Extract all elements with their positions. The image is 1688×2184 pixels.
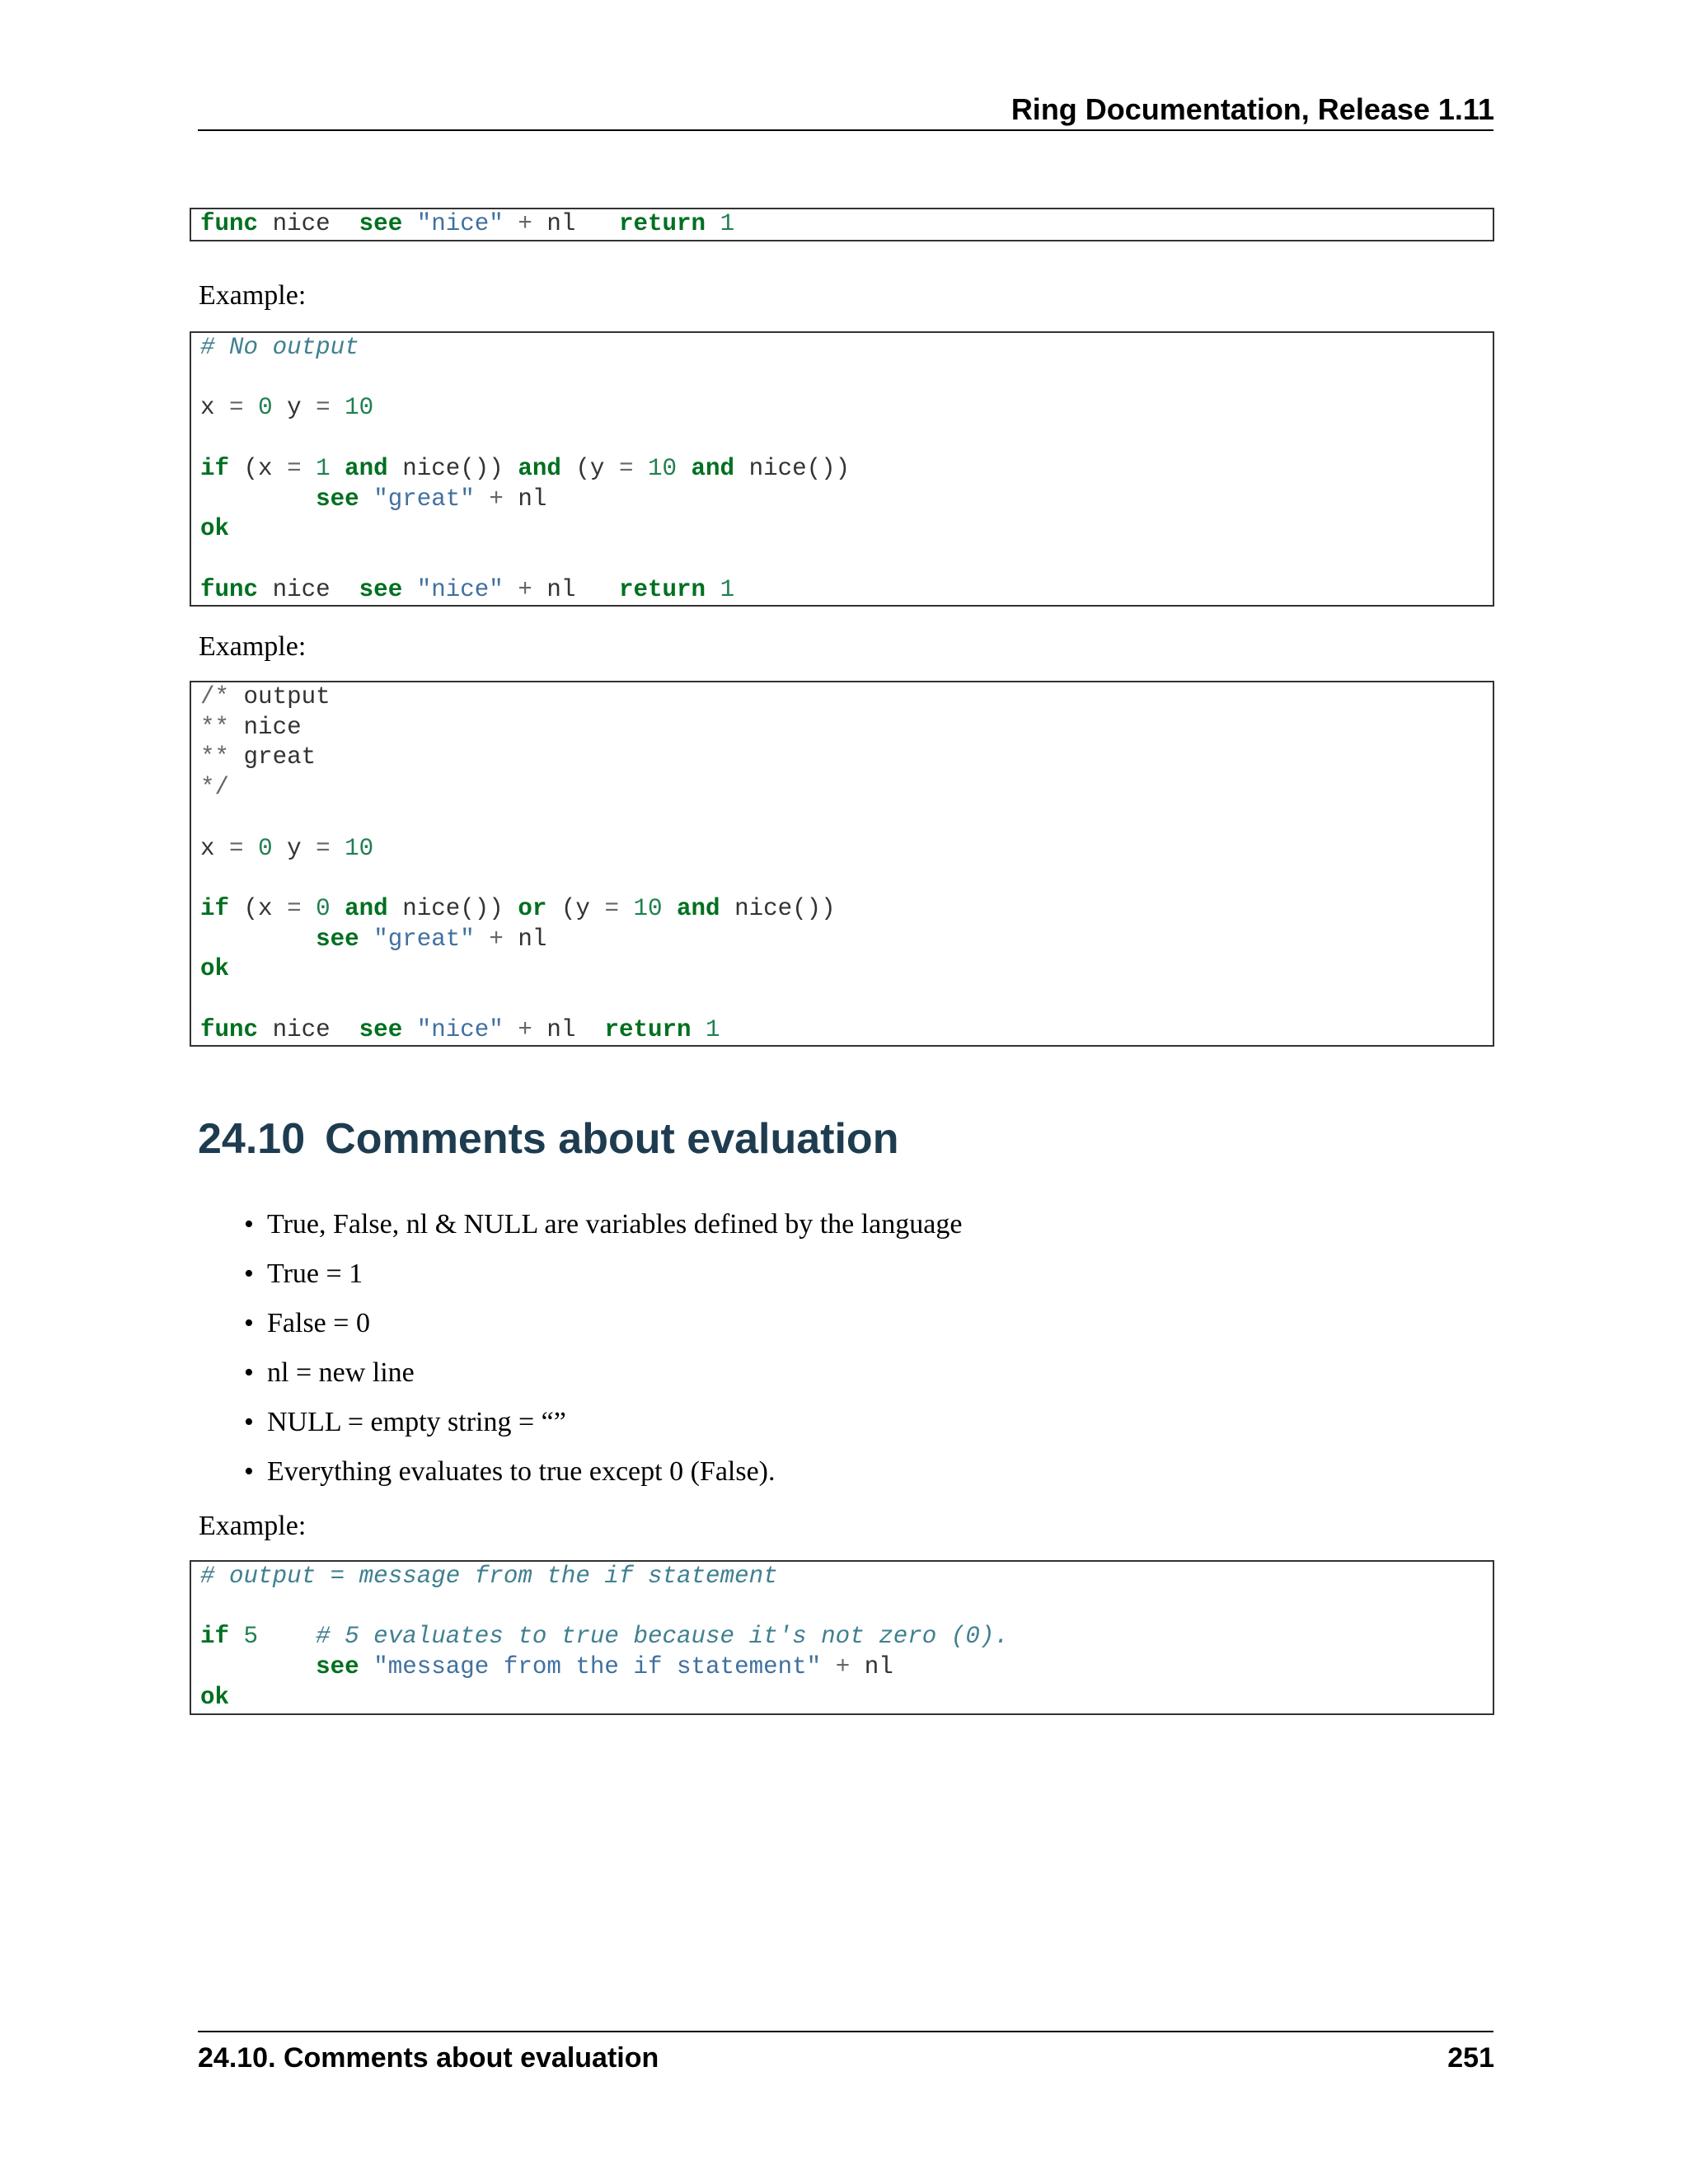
code-token: x — [200, 394, 230, 422]
code-token: nice — [258, 575, 359, 603]
code-token: and — [345, 454, 388, 482]
code-token: = — [618, 454, 634, 482]
code-token: 0 — [258, 834, 273, 862]
code-token: if — [200, 454, 230, 482]
code-token — [402, 576, 417, 603]
code-token: nice()) — [720, 894, 836, 922]
code-token: nl — [532, 575, 619, 603]
code-listing — [191, 209, 1493, 240]
code-token: + — [518, 575, 532, 603]
code-token — [200, 485, 316, 513]
example-label-1: Example: — [199, 280, 307, 311]
code-token: see — [359, 575, 403, 603]
footer-rule — [198, 2031, 1493, 2032]
bullet-item: • True = 1 — [244, 1258, 363, 1289]
code-token: /* — [200, 683, 230, 710]
section-heading — [198, 1114, 898, 1164]
code-token: 10 — [647, 454, 678, 482]
code-token — [302, 455, 316, 482]
code-token: + — [518, 1015, 532, 1043]
code-token: ok — [200, 1683, 230, 1711]
running-header-title: Ring Documentation, Release 1.11 — [1010, 92, 1494, 126]
code-token — [402, 210, 417, 237]
code-token: if — [200, 1623, 230, 1651]
code-token: great — [229, 743, 316, 771]
code-token: nice()) — [387, 454, 518, 482]
section-title: Comments about evaluation — [325, 1115, 899, 1163]
code-token: "nice" — [416, 575, 504, 603]
code-token: (x — [229, 454, 288, 482]
code-listing — [191, 1562, 1493, 1713]
section-number: 24.10 — [198, 1115, 306, 1163]
code-token — [619, 895, 634, 922]
code-token — [633, 455, 648, 482]
code-token: (y — [560, 454, 619, 482]
code-token — [244, 835, 259, 862]
code-token: 1 — [706, 1015, 720, 1043]
code-token: ** — [200, 713, 230, 741]
code-token — [200, 1653, 316, 1680]
code-token: + — [835, 1653, 851, 1681]
code-token: 5 — [243, 1623, 259, 1651]
bullet-item: • True, False, nl & NULL are variables defined by the language — [244, 1209, 963, 1240]
code-token — [331, 455, 345, 482]
code-token: 10 — [345, 834, 374, 862]
code-token: x — [200, 834, 230, 862]
code-token — [663, 895, 678, 922]
code-token — [504, 1016, 518, 1043]
code-token: 0 — [316, 894, 331, 922]
bullet-item: • NULL = empty string = “” — [244, 1407, 566, 1437]
bullet-dot-icon: • — [244, 1456, 254, 1487]
code-token — [331, 895, 345, 922]
code-token: nl — [850, 1653, 893, 1681]
bullet-list — [244, 1209, 962, 1506]
code-token — [504, 576, 518, 603]
code-token: and — [518, 454, 561, 482]
code-token: # 5 evaluates to true because it's not zero (0). — [316, 1623, 1009, 1651]
bullet-dot-icon: • — [244, 1407, 254, 1437]
code-token: "great" — [373, 485, 475, 513]
code-token: "nice" — [416, 210, 504, 237]
code-token: nl — [532, 1015, 605, 1043]
code-token: ok — [200, 955, 230, 983]
code-token: = — [316, 394, 331, 422]
code-token: 0 — [258, 394, 273, 422]
code-token — [200, 926, 316, 953]
code-token — [331, 835, 345, 862]
code-token: "nice" — [416, 1015, 504, 1043]
code-token: + — [518, 210, 532, 237]
code-token: = — [604, 894, 619, 922]
code-token: nl — [503, 485, 547, 513]
code-token: = — [229, 834, 244, 862]
code-token: and — [345, 894, 388, 922]
code-token — [475, 485, 490, 513]
code-token: (x — [229, 894, 288, 922]
code-token: 10 — [345, 394, 374, 422]
code-token: # No output — [200, 334, 359, 361]
code-token: nice()) — [734, 454, 851, 482]
code-token — [677, 455, 692, 482]
header-rule — [198, 129, 1493, 131]
example-label-3: Example: — [199, 1511, 307, 1541]
code-token: output — [229, 683, 331, 710]
code-token: 1 — [720, 575, 735, 603]
code-token — [692, 1016, 706, 1043]
code-token: see — [316, 925, 359, 953]
code-token — [244, 394, 259, 421]
code-token: and — [677, 894, 720, 922]
code-token: "message from the if statement" — [373, 1653, 822, 1681]
code-token: 1 — [316, 454, 331, 482]
code-token: y — [272, 394, 316, 422]
code-token: return — [618, 210, 706, 237]
code-block-3 — [190, 681, 1494, 1047]
code-token: */ — [200, 774, 230, 802]
code-token — [475, 926, 490, 953]
bullet-dot-icon: • — [244, 1357, 254, 1388]
code-token — [821, 1653, 836, 1680]
code-token: nice — [258, 1015, 359, 1043]
code-token: + — [489, 925, 504, 953]
code-listing — [191, 333, 1493, 605]
code-token: if — [200, 894, 230, 922]
code-token: and — [691, 454, 735, 482]
code-token: = — [287, 894, 302, 922]
code-token: = — [287, 454, 302, 482]
bullet-item: • Everything evaluates to true except 0 (False). — [244, 1456, 776, 1487]
page-number: 251 — [1447, 2042, 1494, 2074]
code-token: see — [359, 210, 403, 237]
code-token: nl — [503, 925, 547, 953]
code-token — [359, 485, 374, 513]
footer-section-title: 24.10. Comments about evaluation — [198, 2042, 659, 2074]
code-token: see — [316, 485, 359, 513]
code-token: func — [200, 210, 259, 237]
example-label-2: Example: — [199, 631, 307, 662]
code-token: nice — [258, 210, 359, 237]
code-token: = — [316, 834, 331, 862]
code-token — [331, 394, 345, 421]
bullet-dot-icon: • — [244, 1308, 254, 1338]
code-token: nice — [229, 713, 302, 741]
code-token: or — [518, 894, 547, 922]
code-token — [302, 895, 316, 922]
code-token — [706, 576, 720, 603]
code-listing — [191, 682, 1493, 1045]
code-token: 1 — [720, 210, 735, 237]
code-token: nice()) — [387, 894, 518, 922]
code-block-1 — [190, 208, 1494, 241]
code-token: see — [359, 1015, 403, 1043]
code-token: nl — [532, 210, 619, 237]
code-token: ok — [200, 515, 230, 543]
bullet-dot-icon: • — [244, 1209, 254, 1240]
code-token: func — [200, 1015, 259, 1043]
code-token: ** — [200, 743, 230, 771]
code-token: (y — [546, 894, 605, 922]
code-token: 10 — [633, 894, 663, 922]
code-token — [229, 1623, 244, 1650]
bullet-item: • nl = new line — [244, 1357, 415, 1388]
code-block-2 — [190, 331, 1494, 607]
code-token: return — [618, 575, 706, 603]
code-token — [504, 210, 518, 237]
bullet-dot-icon: • — [244, 1258, 254, 1289]
code-token — [402, 1016, 417, 1043]
code-token: y — [272, 834, 316, 862]
bullet-item: • False = 0 — [244, 1308, 370, 1338]
code-token: + — [489, 485, 504, 513]
code-token — [258, 1623, 316, 1650]
code-token: = — [229, 394, 244, 422]
code-token — [359, 926, 374, 953]
code-token: "great" — [373, 925, 475, 953]
code-token — [359, 1653, 374, 1680]
code-token: func — [200, 575, 259, 603]
code-token: return — [604, 1015, 692, 1043]
code-token: see — [316, 1653, 359, 1681]
code-token: # output = message from the if statement — [200, 1563, 778, 1590]
code-token — [706, 210, 720, 237]
code-block-4 — [190, 1560, 1494, 1715]
